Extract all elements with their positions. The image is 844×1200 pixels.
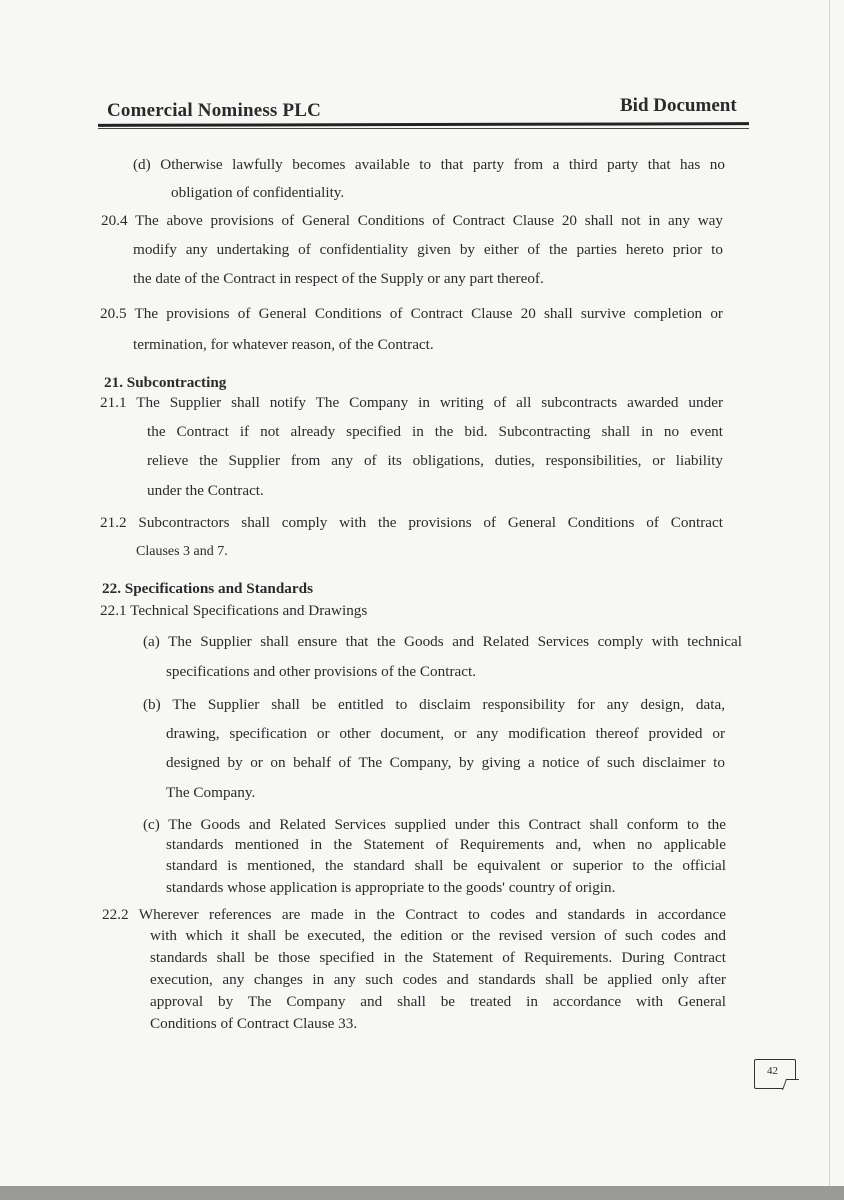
clause-22-1-a-line-2: specifications and other provisions of the Contract.	[166, 663, 477, 680]
clause-21-1-line-2: the Contract if not already specified in the bid. Subcontracting shall in no event	[147, 423, 723, 440]
clause-20-4-line-2: modify any undertaking of confidentiality given by either of the parties hereto prior to	[133, 241, 723, 258]
clause-20-3-d-line-1: (d) Otherwise lawfully becomes available to that party from a third party that has no	[133, 156, 725, 173]
scan-bottom-border	[0, 1186, 844, 1200]
clause-20-5-line-2: termination, for whatever reason, of the Contract.	[133, 336, 434, 353]
clause-22-1-c-line-2: standards mentioned in the Statement of Requirements and, when no applicable	[166, 836, 726, 853]
header-rule	[98, 122, 749, 127]
clause-22-2-line-5: approval by The Company and shall be treated in accordance with General	[150, 993, 726, 1010]
page-curl-icon	[782, 1079, 799, 1090]
clause-22-1-c-line-4: standards whose application is appropriate to the goods' country of origin.	[166, 879, 616, 896]
clause-22-1-title: 22.1 Technical Specifications and Drawings	[100, 602, 368, 619]
header-company-name: Comercial Nominess PLC	[107, 100, 322, 121]
clause-21-2-line-2: Clauses 3 and 7.	[136, 544, 228, 559]
clause-22-1-c-line-1: (c) The Goods and Related Services supplied under this Contract shall conform to the	[143, 816, 726, 833]
clause-22-2-line-3: standards shall be those specified in the Statement of Requirements. During Contract	[150, 949, 726, 966]
clause-22-2-line-4: execution, any changes in any such codes and standards shall be applied only after	[150, 971, 726, 988]
clause-22-2-line-6: Conditions of Contract Clause 33.	[150, 1015, 358, 1032]
clause-20-3-d-line-2: obligation of confidentiality.	[171, 184, 345, 201]
clause-21-1-line-3: relieve the Supplier from any of its obligations, duties, responsibilities, or liability	[147, 452, 723, 469]
clause-22-1-c-line-3: standard is mentioned, the standard shall be equivalent or superior to the official	[166, 857, 726, 874]
clause-22-1-b-line-4: The Company.	[166, 784, 256, 801]
clause-21-1-line-4: under the Contract.	[147, 482, 264, 499]
clause-22-1-b-line-2: drawing, specification or other document, or any modification thereof provided or	[166, 725, 725, 742]
clause-20-4-line-3: the date of the Contract in respect of the Supply or any part thereof.	[133, 270, 544, 287]
clause-20-4-line-1: 20.4 The above provisions of General Conditions of Contract Clause 20 shall not in any way	[101, 212, 723, 229]
section-21-heading: 21. Subcontracting	[104, 374, 227, 391]
page-number: 42	[767, 1065, 778, 1077]
section-22-heading: 22. Specifications and Standards	[102, 580, 313, 597]
scan-edge	[829, 0, 830, 1186]
clause-21-1-line-1: 21.1 The Supplier shall notify The Company in writing of all subcontracts awarded under	[100, 394, 723, 411]
clause-20-5-line-1: 20.5 The provisions of General Conditions of Contract Clause 20 shall survive completion or	[100, 305, 723, 322]
clause-22-2-line-2: with which it shall be executed, the edition or the revised version of such codes and	[150, 927, 726, 944]
page-number-box	[754, 1059, 796, 1089]
clause-22-1-b-line-1: (b) The Supplier shall be entitled to disclaim responsibility for any design, data,	[143, 696, 725, 713]
clause-22-1-b-line-3: designed by or on behalf of The Company, by giving a notice of such disclaimer to	[166, 754, 725, 771]
clause-22-2-line-1: 22.2 Wherever references are made in the Contract to codes and standards in accordance	[102, 906, 726, 923]
clause-21-2-line-1: 21.2 Subcontractors shall comply with the provisions of General Conditions of Contract	[100, 514, 723, 531]
clause-22-1-a-line-1: (a) The Supplier shall ensure that the Goods and Related Services comply with technical	[143, 633, 742, 650]
header-rule-thin	[98, 128, 749, 129]
header-document-type: Bid Document	[620, 95, 737, 116]
